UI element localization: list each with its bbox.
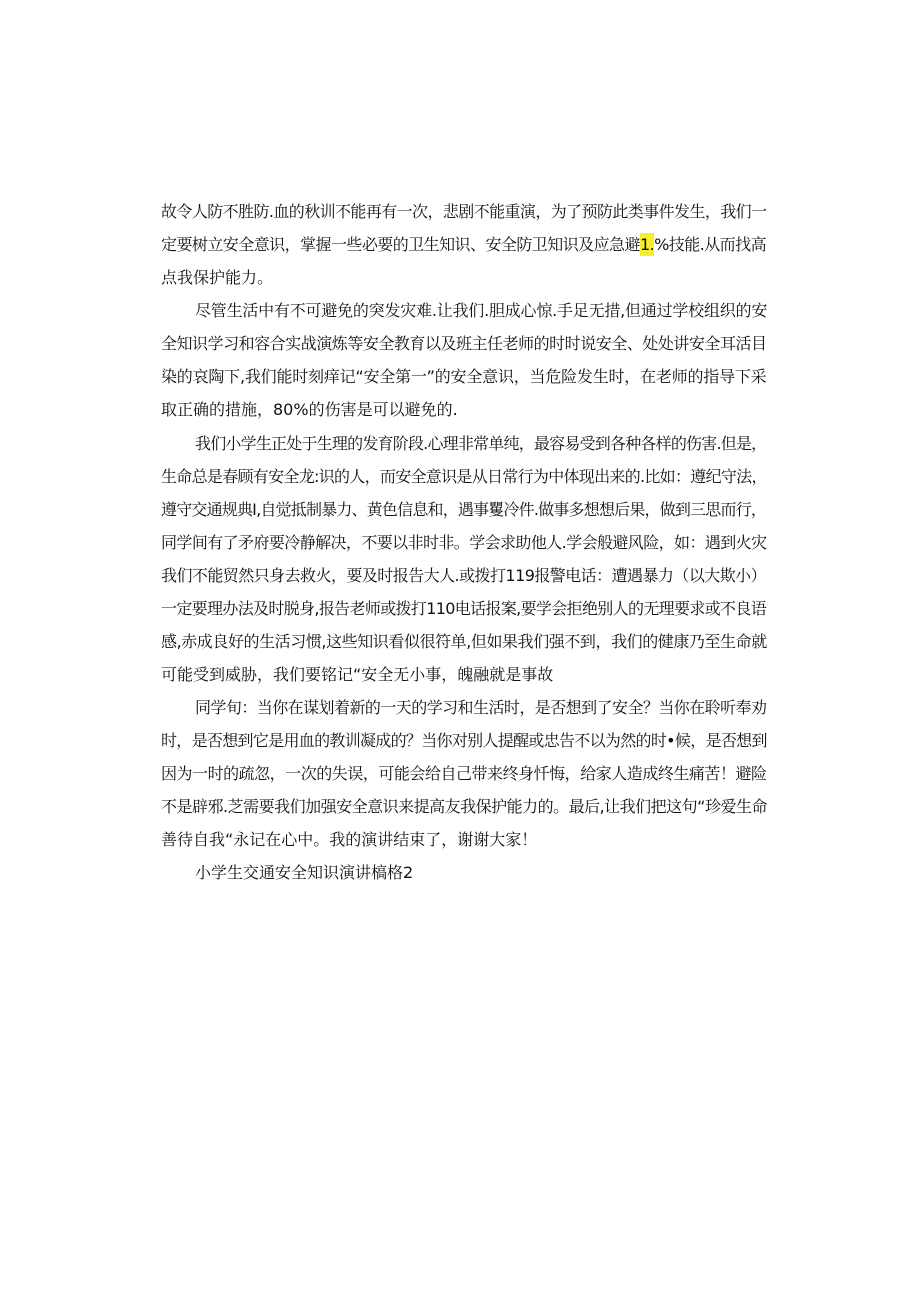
text-line: 因为一时的疏忽，一次的失误，可能会给自己带来终身忏悔，给家人造成终生痛苦！避险	[161, 764, 767, 783]
text-line: 一定要理办法及时脱身,报告老师或拨打110电话报案,要学会拒绝别人的无理要求或不良语	[161, 599, 767, 618]
text-line: 取正确的措施，80%的伤害是可以避免的.	[161, 400, 458, 419]
text-line: 故令人防不胜防.血的秋训不能再有一次，悲剧不能重演，为了预防此类事件发生，我们一	[161, 202, 767, 221]
text-line: 感,赤成良好的生活习惯,这些知识看似很符单,但如果我们强不到，我们的健康乃至生命就	[161, 632, 767, 651]
text-line: 遵守交通规典I,自觉抵制暴力、黄色信息和，遇事矍冷件.做事多想想后果，做到三思而行，	[161, 500, 767, 519]
text-line: 我们不能贸然只身去救火，要及时报告大人.或拨打119报警电话：遭遇暴力（以大欺小）	[161, 566, 767, 585]
text-line: 我们小学生正处于生理的发育阶段.心理非常单纯，最容易受到各种各样的伤害.但是，	[195, 434, 767, 453]
text-line: 点我保护能力。	[161, 268, 274, 287]
text-line: 可能受到威胁，我们要铭记“安全无小事，魄融就是事故	[161, 665, 554, 684]
text-line: 染的哀陶下,我们能时刻痒记“安全第一”的安全意识，当危险发生时，在老师的指导下采	[161, 367, 767, 386]
highlighted-text: 1.	[639, 235, 655, 254]
text-line: 善待自我“永记在心中。我的演讲结束了，谢谢大家！	[161, 830, 538, 849]
text-segment: 定要树立安全意识，掌握一些必要的卫生知识、安全防卫知识及应急避	[161, 235, 640, 254]
text-line: 同学间有了矛府要冷静解决，不要以非时非。学会求助他人.学会般避风险，如：遇到火灾	[161, 533, 767, 552]
section-title: 小学生交通安全知识演讲槁格2	[195, 863, 414, 882]
text-line: 不是辟邪.芝需要我们加强安全意识来提高友我保护能力的。最后,让我们把这句“珍爱生命	[161, 797, 767, 816]
text-line-with-highlight	[161, 231, 767, 259]
text-line: 生命总是春顾有安全龙:识的人，而安全意识是从日常行为中体现出来的.比如：遵纪守法，	[161, 467, 767, 486]
text-segment: %技能.从而找高	[654, 235, 767, 254]
text-line: 尽管生活中有不可避免的突发灾难.让我们.胆成心惊.手足无措,但通过学校组织的安	[195, 301, 768, 320]
text-line: 时，是否想到它是用血的教训凝成的？当你对别人提醒或忠告不以为然的时•候，是否想到	[161, 731, 767, 750]
text-line: 同学旬：当你在谋划着新的一天的学习和生活时，是否想到了安全？当你在聆听奉劝	[195, 698, 767, 717]
text-line: 全知识学习和容合实战演炼等安全教育以及班主任老师的时时说安全、处处讲安全耳活目	[161, 334, 767, 353]
